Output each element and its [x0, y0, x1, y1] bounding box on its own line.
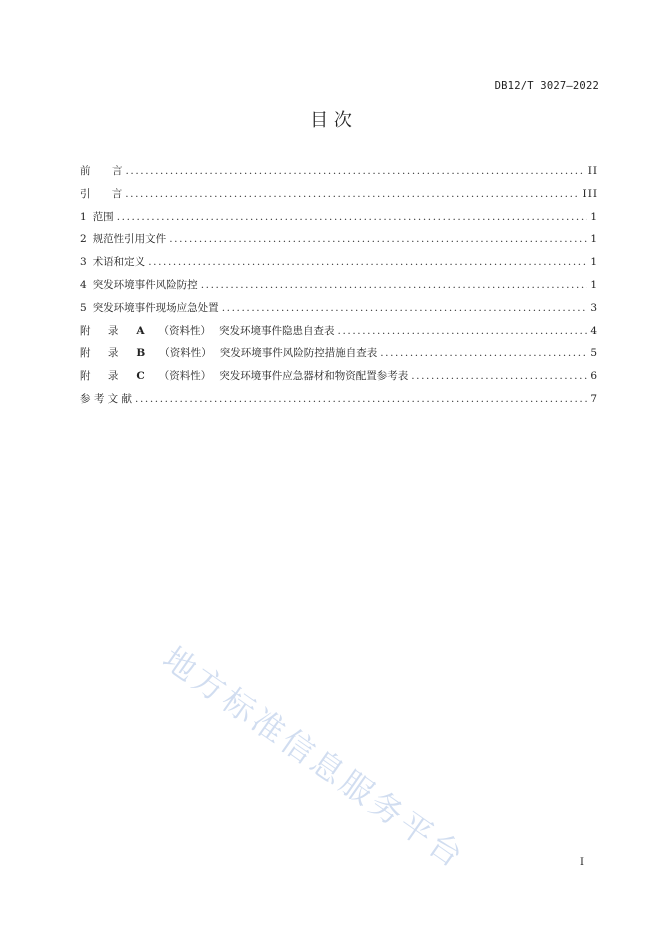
toc-section-number: 2	[80, 233, 87, 246]
toc-section-number: 5	[80, 301, 87, 314]
page-number: I	[580, 857, 584, 868]
toc-label-second-char: 言	[111, 165, 123, 177]
toc-entry-appendix-a[interactable]	[80, 323, 598, 346]
toc-entry-scope[interactable]	[80, 209, 598, 232]
toc-section-number: 3	[80, 256, 87, 269]
page-title: 目 次	[310, 110, 352, 131]
toc-leader-dots	[125, 165, 584, 177]
toc-appendix-label: 附 录	[80, 370, 119, 383]
toc-appendix-kind: （资料性）	[159, 347, 212, 360]
toc-label: 突发环境事件现场应急处置	[92, 301, 219, 314]
toc-leader-dots	[201, 279, 588, 291]
toc-entry-terms[interactable]	[80, 254, 598, 277]
document-code: DB12/T 3027—2022	[494, 80, 599, 92]
toc-label-first-char: 引	[80, 187, 91, 200]
toc-page-number: 6	[590, 370, 598, 383]
toc-leader-dots	[148, 256, 587, 268]
toc-appendix-letter: A	[136, 324, 145, 337]
toc-leader-dots	[135, 393, 587, 405]
toc-label: 突发环境事件风险防控措施自查表	[219, 347, 378, 360]
toc-page-number: 1	[590, 256, 598, 269]
toc-label: 范围	[92, 210, 114, 223]
watermark-text: 地方标准信息服务平台	[155, 639, 473, 877]
toc-section-number: 4	[80, 278, 87, 291]
toc-leader-dots	[380, 347, 587, 359]
toc-leader-dots	[117, 211, 588, 223]
toc-appendix-letter: B	[136, 347, 146, 360]
toc-page-number: 4	[590, 324, 598, 337]
toc-appendix-kind: （资料性）	[158, 324, 211, 337]
toc-page-number: III	[582, 187, 598, 200]
toc-section-number: 1	[80, 210, 87, 223]
toc-entry-emergency-response[interactable]	[80, 300, 598, 323]
toc-page-number: 7	[590, 392, 598, 405]
table-of-contents	[80, 163, 598, 414]
toc-entry-bibliography[interactable]	[80, 391, 598, 414]
toc-entry-appendix-b[interactable]	[80, 345, 598, 368]
toc-label: 突发环境事件隐患自查表	[219, 324, 335, 337]
toc-leader-dots	[169, 233, 587, 245]
toc-page-number: 1	[590, 210, 598, 223]
toc-entry-introduction[interactable]	[80, 186, 598, 209]
toc-label: 规范性引用文件	[92, 233, 167, 246]
toc-page-number: II	[587, 165, 598, 177]
toc-label-first-char: 前	[80, 165, 91, 177]
toc-entry-appendix-c[interactable]	[80, 368, 598, 391]
toc-page-number: 3	[590, 301, 598, 314]
toc-label: 参 考 文 献	[80, 392, 133, 405]
toc-label-second-char: 言	[111, 187, 123, 200]
toc-entry-normative-references[interactable]	[80, 231, 598, 254]
toc-page-number: 1	[590, 233, 598, 246]
toc-page-number: 5	[590, 347, 598, 360]
toc-label: 突发环境事件风险防控	[92, 278, 198, 291]
toc-entry-foreword[interactable]	[80, 163, 598, 186]
toc-label: 术语和定义	[92, 256, 146, 269]
toc-appendix-kind: （资料性）	[158, 370, 212, 383]
toc-appendix-letter: C	[136, 370, 145, 383]
toc-label: 突发环境事件应急器材和物资配置参考表	[219, 370, 409, 383]
toc-leader-dots	[411, 370, 587, 382]
toc-page-number: 1	[590, 278, 598, 291]
toc-appendix-label: 附 录	[80, 324, 119, 337]
toc-appendix-label: 附 录	[80, 347, 119, 360]
toc-leader-dots	[338, 325, 588, 337]
toc-leader-dots	[125, 188, 579, 200]
toc-leader-dots	[222, 302, 588, 314]
toc-entry-risk-prevention[interactable]	[80, 277, 598, 300]
